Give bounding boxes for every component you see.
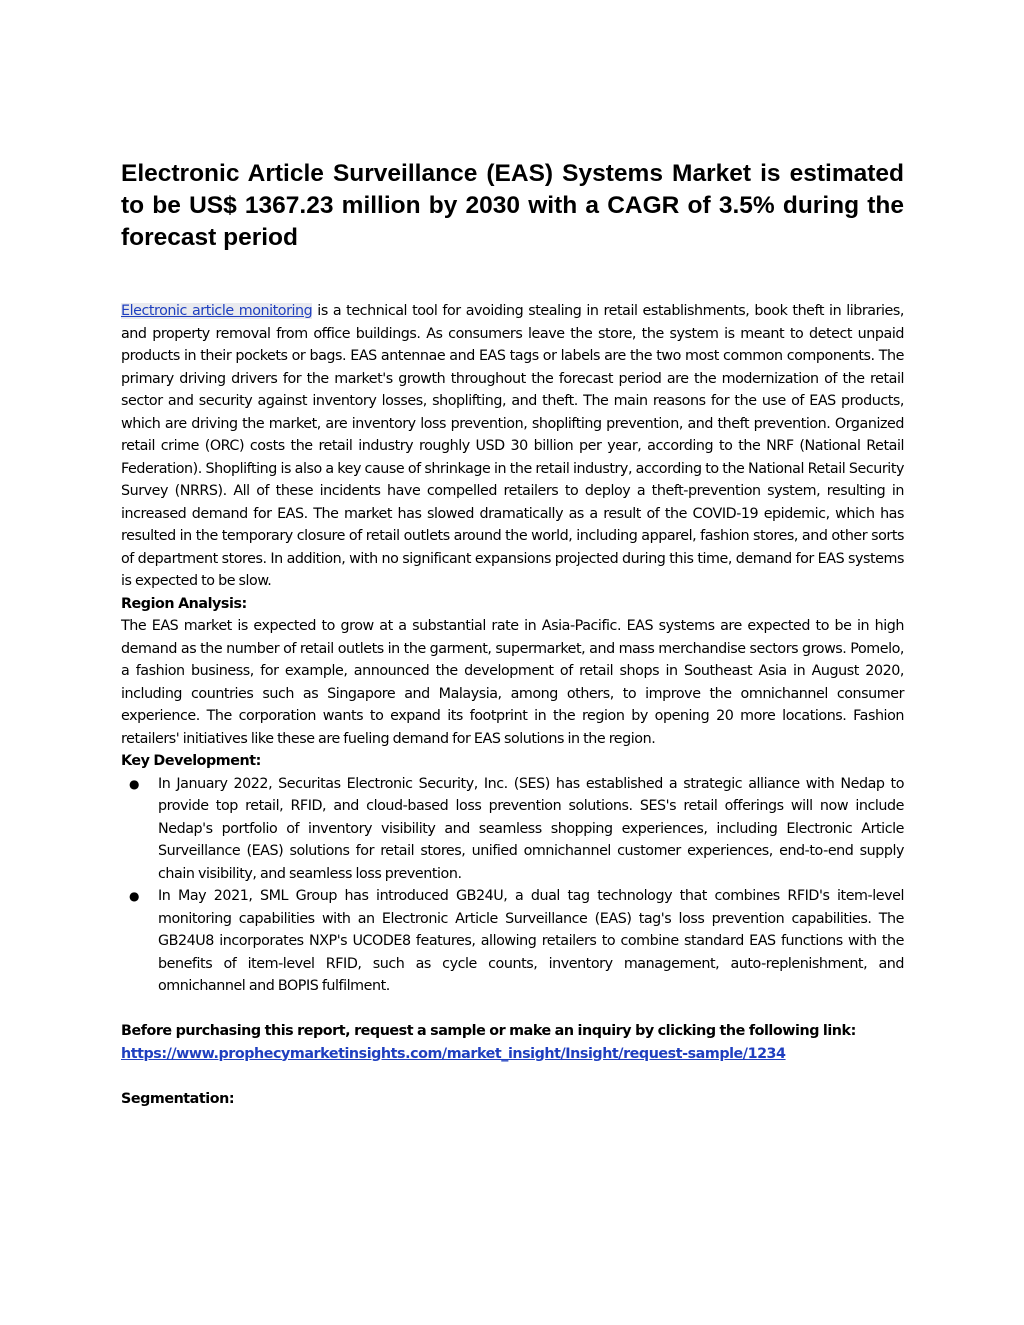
list-item	[121, 885, 904, 998]
intro-paragraph	[121, 300, 904, 593]
bullet-icon: ●	[129, 889, 140, 903]
list-item-text: In January 2022, Securitas Electronic Security, Inc. (SES) has established a strategic alliance with Nedap to provide top retail, RFID, and cloud-based loss prevention solutions. SES's retail offerings will now include Nedap's portfolio of inventory visibility and seamless shopping experiences, including Electronic Article Surveillance (EAS) solutions for retail stores, unified omnichannel customer experiences, end-to-end supply chain visibility, and seamless loss prevention.	[158, 775, 904, 882]
list-item-text: In May 2021, SML Group has introduced GB24U, a dual tag technology that combines RFID's item-level monitoring capabilities with an Electronic Article Surveillance (EAS) tag's loss prevention capabilities. The GB24U8 incorporates NXP's UCODE8 features, allowing retailers to combine standard EAS functions with the benefits of item-level RFID, such as cycle counts, inventory management, auto-replenishment, and omnichannel and BOPIS fulfilment.	[158, 888, 904, 994]
document-body	[121, 300, 904, 1110]
region-analysis-paragraph: The EAS market is expected to grow at a substantial rate in Asia-Pacific. EAS systems are expected to be in high demand as the number of retail outlets in the garment, supermarket, and mass merchandise sectors grows. Pomelo, a fashion business, for example, announced the development of retail shops in Southeast Asia in August 2020, including countries such as Singapore and Malaysia, among others, to improve the omnichannel consumer experience. The corporation wants to expand its footprint in the region by opening 20 more locations. Fashion retailers' initiatives like these are fueling demand for EAS solutions in the region.	[121, 618, 904, 747]
sample-request-line	[121, 1043, 904, 1066]
key-development-heading: Key Development:	[121, 753, 261, 769]
bullet-icon: ●	[129, 776, 140, 791]
intro-text: is a technical tool for avoiding stealing in retail establishments, book theft in libraries, and property removal from office buildings. As consumers leave the store, the system is meant to detect unpaid products in their pockets or bags. EAS antennae and EAS tags or labels are the two most common components. The primary driving drivers for the market's growth throughout the forecast period are the modernization of the retail sector and security against inventory losses, shoplifting, and theft. The main reasons for the use of EAS products, which are driving the market, are inventory loss prevention, shoplifting prevention, and theft prevention. Organized retail crime (ORC) costs the retail industry roughly USD 30 billion per year, according to the NRF (National Retail Federation). Shoplifting is also a key cause of shrinkage in the retail industry, according to the National Retail Security Survey (NRRS). All of these incidents have compelled retailers to deploy a theft-prevention system, resulting in increased demand for EAS. The market has slowed dramatically as a result of the COVID-19 epidemic, which has resulted in the temporary closure of retail outlets around the world, including apparel, fashion stores, and other sorts of department stores. In addition, with no significant expansions projected during this time, demand for EAS systems is expected to be slow.	[121, 303, 904, 589]
spacer	[121, 1065, 904, 1088]
document-title: Electronic Article Surveillance (EAS) Systems Market is estimated to be US$ 1367.23 million by 2030 with a CAGR of 3.5% during the forecast period	[121, 160, 904, 251]
region-analysis-heading: Region Analysis:	[121, 595, 247, 612]
list-item	[121, 773, 904, 886]
sample-request-text: Before purchasing this report, request a sample or make an inquiry by clicking the following link:	[121, 1023, 856, 1039]
segmentation-heading: Segmentation:	[121, 1090, 235, 1107]
electronic-article-monitoring-link[interactable]: Electronic article monitoring	[121, 303, 313, 319]
spacer	[121, 998, 904, 1021]
key-development-list	[121, 773, 904, 998]
sample-request-link[interactable]: https://www.prophecymarketinsights.com/market_insight/Insight/request-sample/1234	[121, 1045, 786, 1062]
